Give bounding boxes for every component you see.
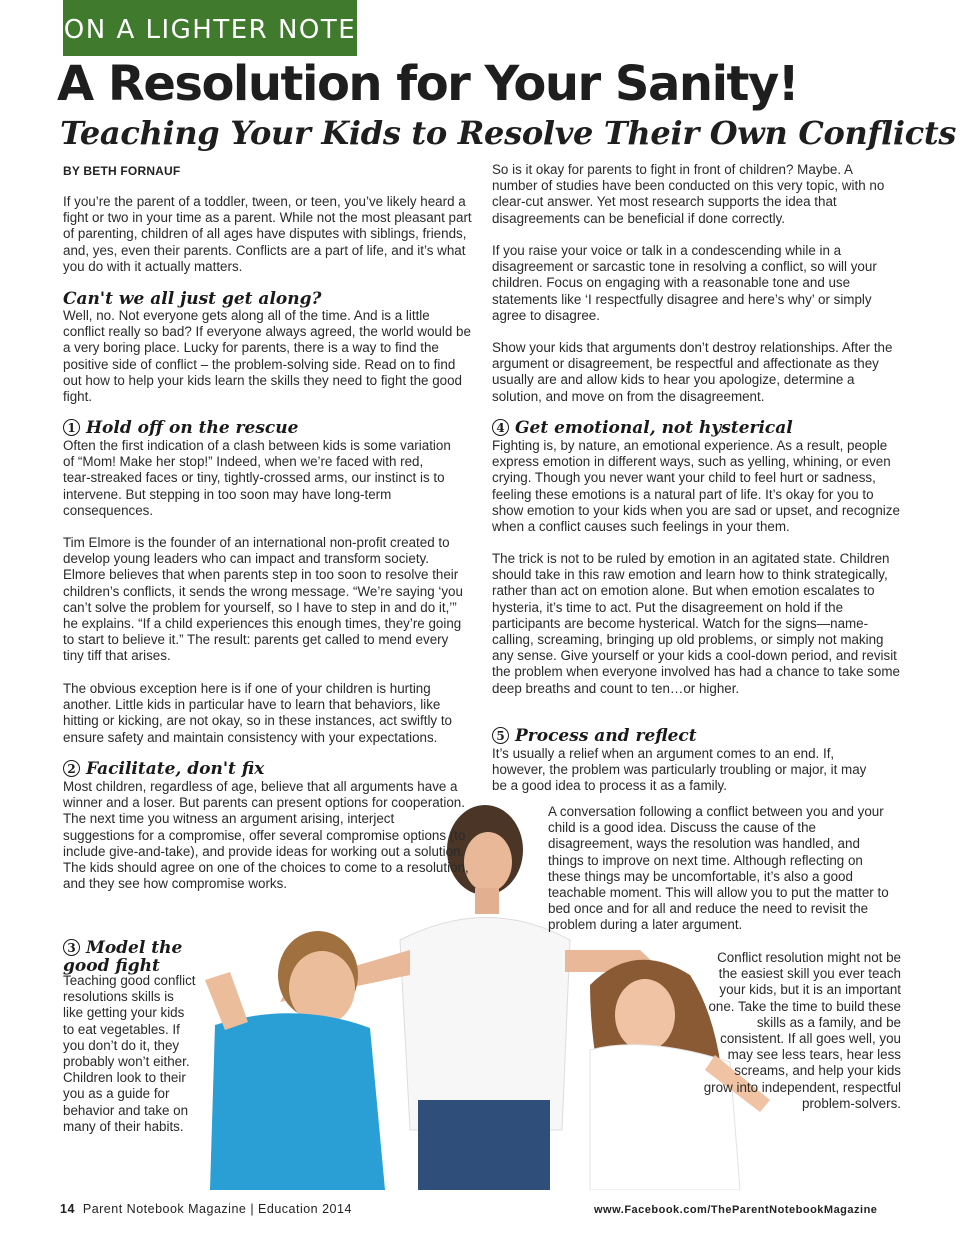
paragraph-get-emotional-1: Fighting is, by nature, an emotional experience. As a result, people express emotion in different ways, such as yelling, whining, or even crying. Though you never want your child to feel hurt or sadness, feeling these emotions is a natural part of life. It’s okay for you to show emotion to your kids when you are sad or upset, and recognize when a conflict causes such feelings in your them. — [492, 438, 900, 535]
right-paragraph-3: Show your kids that arguments don’t destroy relationships. After the argument or disagreement, be respectful and affectionate as they usually are and allow kids to hear you apologize, determine a solution, and move on from the disagreement. — [492, 340, 893, 404]
article-title: A Resolution for Your Sanity! — [57, 56, 799, 112]
step-number-4: 4 — [492, 419, 509, 436]
heading-model-good-fight — [63, 939, 183, 975]
paragraph-get-emotional-2: The trick is not to be ruled by emotion in an agitated state. Children should take in this raw emotion and learn how to think strategically, rather than act on emotion alone. But when emotion escalates to hysteria, it’s time to act. Put the disagreement on hold if the participants are become hysterical. Watch for the signs—name-calling, screaming, bringing up old problems, or simply not making any sense. Give yourself or your kids a cool-down period, and revisit the problem when everyone involved has had a chance to take some deep breaths and count to ten…or higher. — [492, 551, 900, 696]
footer-left — [60, 1202, 352, 1216]
paragraph-model-good-fight: Teaching good conflict resolutions skills is like getting your kids to eat vegetables. If you don’t do it, they probably won’t either. Children look to their you as a guide for behavior and take on many of their habits. — [63, 973, 196, 1134]
right-paragraph-1: So is it okay for parents to fight in front of children? Maybe. A number of studies have been conducted on this very topic, with no clear-cut answer. Yet most research supports the idea that disagreements can be beneficial if done correctly. — [492, 162, 885, 226]
paragraph-facilitate: Most children, regardless of age, believe that all arguments have a winner and a loser. But parents can present options for cooperation. The next time you witness an argument arising, interject suggestions for a compromise, offer several compromise options (to include give-and-take), and provide ideas for working out a solution. The kids should agree on one of the choices to come to a resolution, and they see how compromise works. — [63, 779, 469, 892]
paragraph-hold-off-2: Tim Elmore is the founder of an international non-profit created to develop young leaders who can impact and transform society. Elmore believes that when parents step in too soon to resolve their children’s conflicts, it sends the wrong message. “We’re saying ‘you can’t solve the problem for yourself, so I have to step in and do it,’” he explains. “If a child experiences this enough times, they’re going to start to believe it.” The result: parents get called to mend every tiny tiff that arises. — [63, 535, 463, 664]
heading-cant-we-all-get-along: Can't we all just get along? — [63, 289, 322, 309]
paragraph-process-reflect-1: It’s usually a relief when an argument comes to an end. If, however, the problem was particularly troubling or major, it may be a good idea to process it as a family. — [492, 746, 867, 794]
page-number: 14 — [60, 1202, 75, 1216]
paragraph-hold-off-3: The obvious exception here is if one of your children is hurting another. Little kids in particular have to learn that behaviors, like hitting or kicking, are not okay, so in these instances, act swiftly to ensure safety and maintain consistency with your expectations. — [63, 681, 453, 745]
paragraph-hold-off-1: Often the first indication of a clash between kids is some variation of “Mom! Make her stop!” Indeed, when we’re faced with red, tear-streaked faces or tiny, tightly-crossed arms, our instinct is to intervene. But stepping in too soon may have long-term consequences. — [63, 438, 451, 518]
section-tag: ON A LIGHTER NOTE — [63, 0, 357, 56]
byline: BY BETH FORNAUF — [63, 164, 181, 178]
step-number-5: 5 — [492, 727, 509, 744]
paragraph-process-reflect-2: A conversation following a conflict between you and your child is a good idea. Discuss the cause of the disagreement, ways the resolution was handled, and things to improve on next time. Although reflecting on these things may be uncomfortable, it’s also a good teachable moment. This will allow you to put the matter to bed once and for all and reduce the need to revisit the problem during a later argument. — [548, 804, 889, 933]
heading-process-reflect-label: Process and reflect — [515, 726, 697, 746]
right-paragraph-2: If you raise your voice or talk in a condescending while in a disagreement or sarcastic tone in resolving a conflict, so will your children. Focus on engaging with a reasonable tone and use statements like ‘I respectfully disagree and here’s why’ or simply agree to disagree. — [492, 243, 877, 323]
footer-url[interactable]: www.Facebook.com/TheParentNotebookMagazine — [594, 1204, 878, 1216]
publication-name: Parent Notebook Magazine | Education 2014 — [82, 1202, 352, 1216]
heading-get-emotional-label: Get emotional, not hysterical — [515, 418, 793, 438]
paragraph-get-along: Well, no. Not everyone gets along all of the time. And is a little conflict really so bad? If everyone always agreed, the world would be a very boring place. Lucky for parents, there is a way to find the positive side of conflict – the problem-solving side. Read on to find out how to help your kids learn the skills they need to fight the good fight. — [63, 308, 471, 405]
paragraph-process-reflect-3: Conflict resolution might not be the easiest skill you ever teach your kids, but it is an important one. Take the time to build these skills as a family, and be consistent. If all goes well, you may see less tears, hear less screams, and help your kids grow into independent, respectful problem-solvers. — [703, 950, 901, 1111]
heading-hold-off — [63, 419, 298, 437]
step-number-2: 2 — [63, 760, 80, 777]
heading-model-good-fight-label: Model the good fight — [63, 938, 183, 976]
heading-facilitate — [63, 760, 264, 778]
heading-process-reflect — [492, 727, 697, 745]
intro-paragraph: If you’re the parent of a toddler, tween, or teen, you’ve likely heard a fight or two in your time as a parent. While not the most pleasant part of parenting, children of all ages have disputes with siblings, friends, and, yes, even their parents. Conflicts are a part of life, and it’s what you do with it actually matters. — [63, 194, 472, 274]
step-number-1: 1 — [63, 419, 80, 436]
heading-facilitate-label: Facilitate, don't fix — [86, 759, 265, 779]
heading-hold-off-label: Hold off on the rescue — [86, 418, 299, 438]
article-subtitle: Teaching Your Kids to Resolve Their Own Conflicts — [60, 114, 957, 152]
step-number-3: 3 — [63, 939, 80, 956]
heading-get-emotional — [492, 419, 793, 437]
